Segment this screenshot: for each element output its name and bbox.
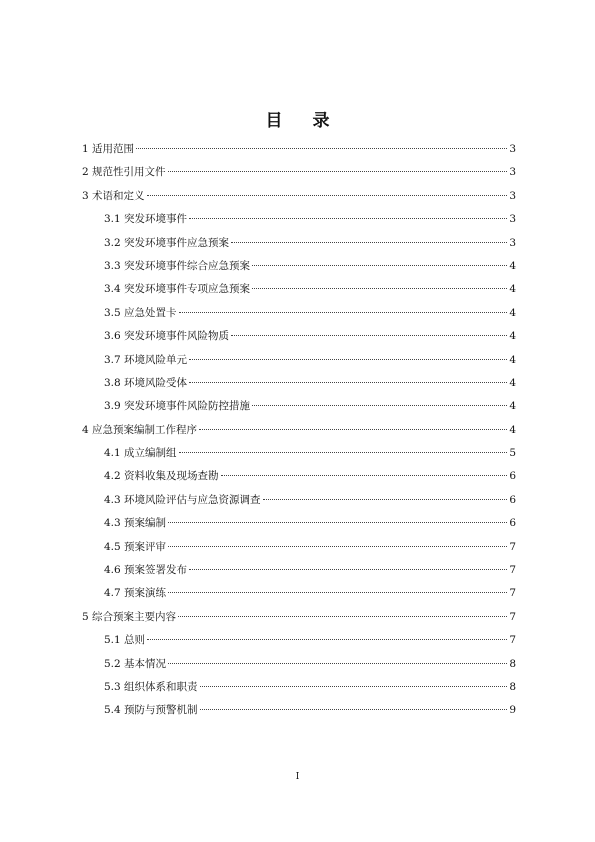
toc-leader	[231, 242, 507, 243]
toc-entry-page: 4	[509, 376, 516, 389]
toc-leader	[189, 359, 507, 360]
toc-entry-label: 4.3 环境风险评估与应急资源调查	[104, 493, 261, 506]
toc-leader	[200, 686, 508, 687]
toc-entry-page: 7	[509, 540, 516, 553]
toc-entry-label: 3.4 突发环境事件专项应急预案	[104, 283, 251, 296]
toc-leader	[189, 569, 507, 570]
toc-entry-page: 8	[509, 680, 516, 693]
toc-leader	[200, 709, 508, 710]
toc-entry-page: 4	[509, 330, 516, 343]
toc-entry-page: 4	[509, 306, 516, 319]
toc-entry-label: 3.7 环境风险单元	[104, 353, 188, 366]
toc-entry-label: 3.5 应急处置卡	[104, 306, 177, 319]
toc-entry[interactable]	[82, 372, 516, 395]
toc-entry-page: 7	[509, 610, 516, 623]
toc-leader	[252, 288, 507, 289]
toc-entry-page: 4	[509, 400, 516, 413]
toc-entry-label: 4.2 资料收集及现场查勘	[104, 470, 219, 483]
toc-entry-page: 3	[509, 143, 516, 155]
toc-entry[interactable]	[82, 255, 516, 278]
toc-leader	[168, 522, 507, 523]
toc-entry-page: 6	[509, 470, 516, 483]
toc-entry[interactable]	[82, 536, 516, 559]
toc-entry-page: 3	[509, 189, 516, 202]
toc-entry-label: 5.2 基本情况	[104, 657, 167, 670]
page-number: I	[295, 772, 300, 782]
toc-leader	[168, 546, 507, 547]
toc-entry-label: 3.6 突发环境事件风险物质	[104, 330, 230, 343]
toc-entry-page: 3	[509, 166, 516, 179]
toc-entry-page: 3	[509, 213, 516, 226]
toc-entry-label: 3 术语和定义	[82, 189, 145, 202]
toc-entry-page: 4	[509, 423, 516, 436]
toc-entry-label: 3.2 突发环境事件应急预案	[104, 236, 230, 249]
toc-entry[interactable]	[82, 512, 516, 535]
toc-leader	[168, 592, 507, 593]
toc-entry-label: 3.9 突发环境事件风险防控措施	[104, 400, 251, 413]
toc-entry-page: 6	[509, 493, 516, 506]
toc-leader	[221, 475, 508, 476]
table-of-contents	[82, 138, 516, 723]
toc-entry[interactable]	[82, 465, 516, 488]
toc-entry[interactable]	[82, 653, 516, 676]
toc-entry[interactable]	[82, 419, 516, 442]
toc-leader	[189, 218, 507, 219]
toc-entry-page: 9	[509, 704, 516, 717]
toc-leader	[147, 639, 507, 640]
toc-entry-label: 4.7 预案演练	[104, 587, 167, 600]
toc-entry[interactable]	[82, 559, 516, 582]
toc-leader	[252, 265, 507, 266]
toc-entry-label: 3.1 突发环境事件	[104, 213, 188, 226]
toc-leader	[136, 148, 507, 149]
toc-entry[interactable]	[82, 629, 516, 652]
toc-entry-label: 5.1 总则	[104, 634, 146, 647]
toc-leader	[179, 312, 508, 313]
toc-entry[interactable]	[82, 676, 516, 699]
toc-leader	[178, 616, 507, 617]
toc-entry-label: 3.8 环境风险受体	[104, 376, 188, 389]
toc-entry-page: 6	[509, 517, 516, 530]
toc-entry[interactable]	[82, 138, 516, 161]
toc-entry-label: 5.3 组织体系和职责	[104, 680, 198, 693]
toc-entry[interactable]	[82, 278, 516, 301]
toc-leader	[231, 335, 507, 336]
toc-entry[interactable]	[82, 349, 516, 372]
toc-entry[interactable]	[82, 606, 516, 629]
toc-entry-page: 4	[509, 353, 516, 366]
toc-entry-label: 3.3 突发环境事件综合应急预案	[104, 259, 251, 272]
toc-entry[interactable]	[82, 161, 516, 184]
toc-entry[interactable]	[82, 302, 516, 325]
toc-entry-label: 4.5 预案评审	[104, 540, 167, 553]
toc-entry-label: 4 应急预案编制工作程序	[82, 423, 198, 436]
toc-entry[interactable]	[82, 699, 516, 722]
toc-leader	[168, 663, 507, 664]
toc-leader	[263, 499, 508, 500]
toc-leader	[179, 452, 508, 453]
toc-entry[interactable]	[82, 582, 516, 605]
toc-leader	[189, 382, 507, 383]
toc-leader	[168, 171, 508, 172]
toc-entry-page: 7	[509, 564, 516, 577]
toc-entry[interactable]	[82, 208, 516, 231]
toc-entry-label: 5 综合预案主要内容	[82, 610, 177, 623]
toc-entry[interactable]	[82, 395, 516, 418]
toc-entry-page: 7	[509, 587, 516, 600]
toc-title: 目 录	[265, 111, 342, 131]
toc-entry[interactable]	[82, 489, 516, 512]
toc-entry-page: 3	[509, 236, 516, 249]
toc-entry-label: 4.6 预案签署发布	[104, 564, 188, 577]
toc-leader	[147, 195, 508, 196]
toc-entry-label: 1 适用范围	[82, 143, 135, 155]
toc-entry-page: 5	[509, 447, 516, 460]
toc-entry[interactable]	[82, 185, 516, 208]
toc-entry-page: 4	[509, 259, 516, 272]
toc-leader	[199, 429, 507, 430]
toc-entry-label: 2 规范性引用文件	[82, 166, 166, 179]
toc-entry[interactable]	[82, 232, 516, 255]
toc-entry-page: 7	[509, 634, 516, 647]
toc-entry-page: 8	[509, 657, 516, 670]
toc-entry-label: 5.4 预防与预警机制	[104, 704, 198, 717]
toc-entry-label: 4.3 预案编制	[104, 517, 167, 530]
toc-leader	[252, 405, 507, 406]
toc-entry[interactable]	[82, 442, 516, 465]
toc-entry[interactable]	[82, 325, 516, 348]
toc-entry-page: 4	[509, 283, 516, 296]
toc-entry-label: 4.1 成立编制组	[104, 447, 177, 460]
